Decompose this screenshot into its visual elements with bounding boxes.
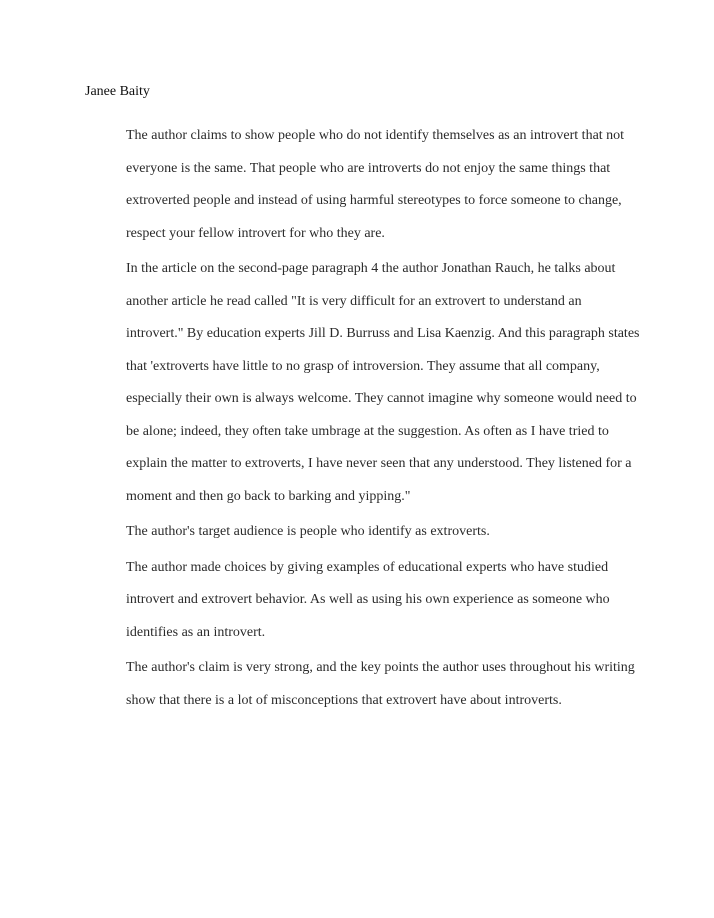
document-body: [126, 120, 641, 720]
paragraph: The author claims to show people who do not identify themselves as an introvert that not everyone is the same. That people who are introverts do not enjoy the same things that extroverted people and instead of using harmful stereotypes to force someone to change, respect your fellow introvert for who they are.: [126, 128, 625, 241]
paragraph: The author's target audience is people who identify as extroverts.: [126, 524, 490, 539]
paragraph: The author made choices by giving examples of educational experts who have studied introvert and extrovert behavior. As well as using his own experience as someone who identifies as an introvert.: [126, 559, 610, 640]
paragraph: In the article on the second-page paragraph 4 the author Jonathan Rauch, he talks about another article he read called "It is very difficult for an extrovert to understand an introvert." By education experts Jill D. Burruss and Lisa Kaenzig. And this paragraph states that 'extroverts have little to no grasp of introversion. They assume that all company, especially their own is always welcome. They cannot imagine why someone would need to be alone; indeed, they often take umbrage at the suggestion. As often as I have tried to explain the matter to extroverts, I have never seen that any understood. They listened for a moment and then go back to barking and yipping.": [126, 261, 640, 504]
author-name: Janee Baity: [85, 84, 150, 99]
paragraph: The author's claim is very strong, and the key points the author uses throughout his writing show that there is a lot of misconceptions that extrovert have about introverts.: [126, 660, 635, 708]
